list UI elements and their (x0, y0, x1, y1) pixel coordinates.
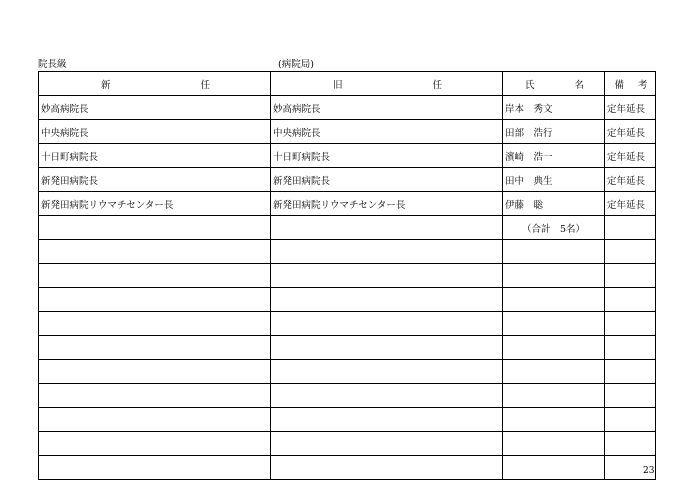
old-post-cell: 新発田病院長 (271, 168, 503, 192)
empty-cell (605, 432, 656, 456)
empty-cell (271, 432, 503, 456)
empty-cell (605, 240, 656, 264)
empty-cell (39, 408, 271, 432)
empty-cell (503, 288, 605, 312)
empty-cell (503, 360, 605, 384)
empty-cell (39, 336, 271, 360)
empty-cell (39, 384, 271, 408)
new-post-cell: 妙高病院長 (39, 96, 271, 120)
empty-row (39, 408, 656, 432)
column-header-old-post: 旧 任 (271, 72, 503, 96)
empty-cell (39, 240, 271, 264)
empty-row (39, 336, 656, 360)
empty-cell (271, 384, 503, 408)
rank-label: 院長級 (38, 59, 67, 70)
empty-cell (39, 288, 271, 312)
empty-cell (503, 264, 605, 288)
old-post-cell: 十日町病院長 (271, 144, 503, 168)
empty-cell (503, 432, 605, 456)
name-cell: 濱崎 浩一 (503, 144, 605, 168)
empty-cell (605, 288, 656, 312)
table-row (39, 120, 656, 144)
total-row (39, 216, 656, 240)
empty-cell (503, 336, 605, 360)
total-count: （合計 5名） (503, 216, 605, 240)
empty-cell (503, 312, 605, 336)
remarks-cell: 定年延長 (605, 96, 656, 120)
empty-cell (503, 240, 605, 264)
empty-cell (503, 456, 605, 480)
empty-cell (605, 336, 656, 360)
empty-cell (271, 216, 503, 240)
remarks-cell: 定年延長 (605, 144, 656, 168)
table-row (39, 192, 656, 216)
empty-cell (271, 312, 503, 336)
table-row (39, 144, 656, 168)
name-cell: 伊藤 聡 (503, 192, 605, 216)
empty-row (39, 288, 656, 312)
empty-cell (271, 408, 503, 432)
empty-cell (605, 360, 656, 384)
empty-row (39, 384, 656, 408)
department-label: (病院局) (278, 59, 314, 70)
new-post-cell: 中央病院長 (39, 120, 271, 144)
empty-cell (39, 264, 271, 288)
old-post-cell: 新発田病院リウマチセンター長 (271, 192, 503, 216)
empty-cell (271, 240, 503, 264)
empty-cell (605, 408, 656, 432)
empty-cell (271, 360, 503, 384)
old-post-cell: 妙高病院長 (271, 96, 503, 120)
empty-cell (39, 432, 271, 456)
empty-cell (39, 216, 271, 240)
table-header-row (39, 72, 656, 96)
empty-cell (271, 264, 503, 288)
old-post-cell: 中央病院長 (271, 120, 503, 144)
empty-cell (271, 456, 503, 480)
empty-row (39, 432, 656, 456)
empty-cell (503, 408, 605, 432)
name-cell: 田部 浩行 (503, 120, 605, 144)
personnel-table (38, 71, 656, 480)
remarks-cell: 定年延長 (605, 168, 656, 192)
name-cell: 岸本 秀文 (503, 96, 605, 120)
empty-row (39, 240, 656, 264)
column-header-remarks: 備 考 (605, 72, 656, 96)
page-number: 23 (643, 466, 655, 476)
empty-cell (39, 312, 271, 336)
empty-cell (605, 384, 656, 408)
empty-row (39, 312, 656, 336)
empty-cell (503, 384, 605, 408)
new-post-cell: 十日町病院長 (39, 144, 271, 168)
empty-row (39, 456, 656, 480)
empty-row (39, 264, 656, 288)
column-header-new-post: 新 任 (39, 72, 271, 96)
empty-cell (271, 288, 503, 312)
empty-cell (39, 456, 271, 480)
name-cell: 田中 典生 (503, 168, 605, 192)
table-row (39, 168, 656, 192)
empty-cell (39, 360, 271, 384)
empty-cell (605, 216, 656, 240)
empty-cell (605, 312, 656, 336)
remarks-cell: 定年延長 (605, 120, 656, 144)
table-row (39, 96, 656, 120)
new-post-cell: 新発田病院長 (39, 168, 271, 192)
new-post-cell: 新発田病院リウマチセンター長 (39, 192, 271, 216)
remarks-cell: 定年延長 (605, 192, 656, 216)
empty-cell (605, 264, 656, 288)
empty-row (39, 360, 656, 384)
empty-cell (271, 336, 503, 360)
column-header-name: 氏 名 (503, 72, 605, 96)
